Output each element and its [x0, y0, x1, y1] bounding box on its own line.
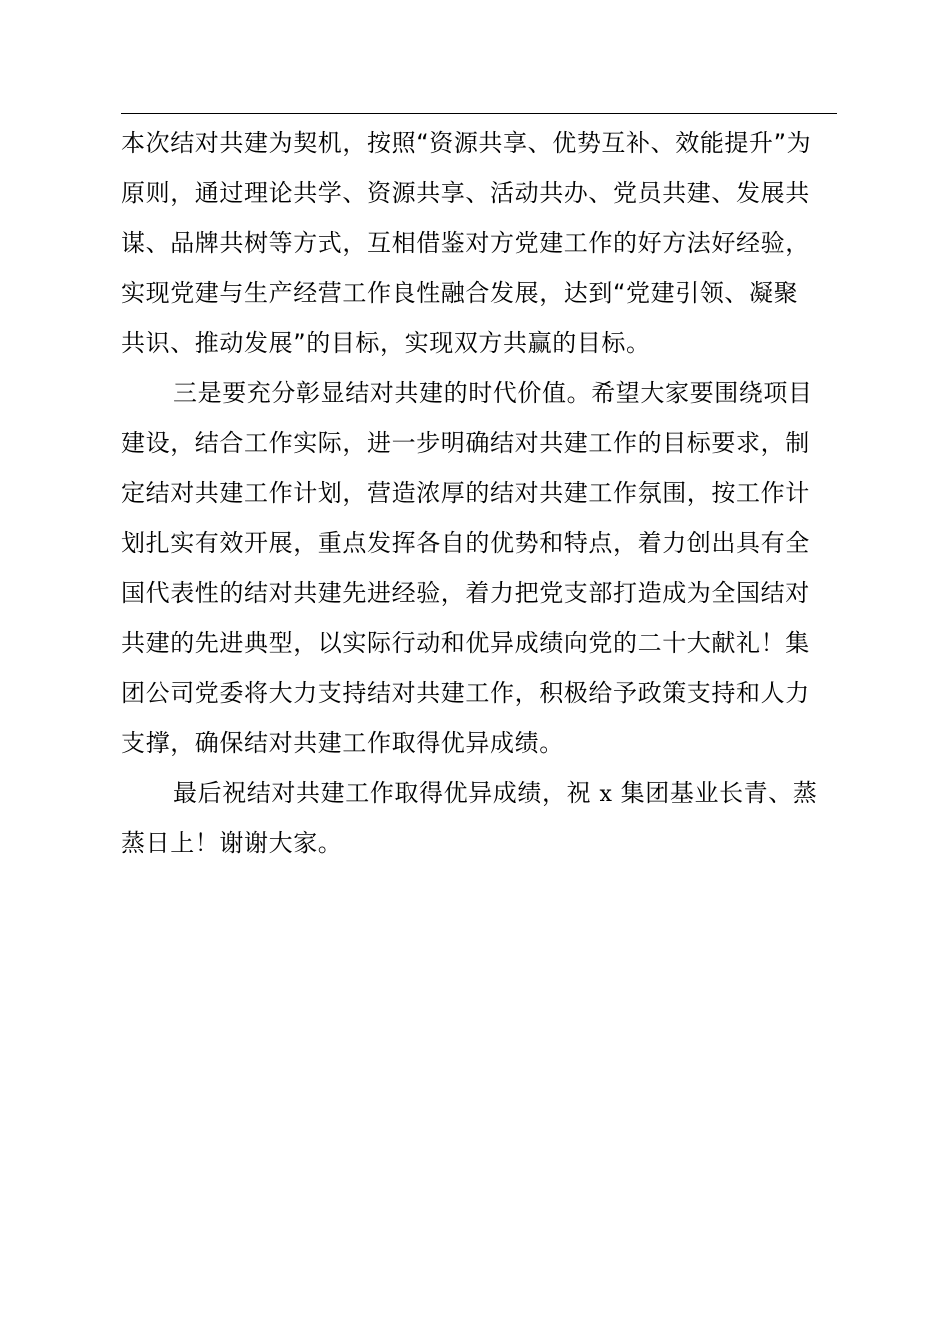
header-rule: [121, 113, 837, 114]
closing-line: [121, 768, 837, 818]
text-line: 支撑，确保结对共建工作取得优异成绩。: [121, 729, 564, 757]
text-line: 本次结对共建为契机，按照“资源共享、优势互补、效能提升”为: [121, 129, 812, 157]
text-line: 原则，通过理论共学、资源共享、活动共办、党员共建、发展共: [121, 179, 810, 207]
closing-text-after: 集团基业长青、蒸: [612, 779, 818, 807]
closing-text-latin: x: [599, 782, 613, 807]
closing-text-before: 最后祝结对共建工作取得优异成绩，祝: [173, 779, 600, 807]
text-line: 共建的先进典型，以实际行动和优异成绩向党的二十大献礼！集: [121, 629, 810, 657]
text-line: 建设，结合工作实际，进一步明确结对共建工作的目标要求，制: [121, 429, 810, 457]
paragraph-first-line: 三是要充分彰显结对共建的时代价值。希望大家要围绕项目: [173, 379, 813, 407]
text-line: 共识、推动发展”的目标，实现双方共赢的目标。: [121, 329, 651, 357]
text-line: 定结对共建工作计划，营造浓厚的结对共建工作氛围，按工作计: [121, 479, 810, 507]
text-line: 实现党建与生产经营工作良性融合发展，达到“党建引领、凝聚: [121, 279, 799, 307]
text-line: 划扎实有效开展，重点发挥各自的优势和特点，着力创出具有全: [121, 529, 810, 557]
text-line: 国代表性的结对共建先进经验，着力把党支部打造成为全国结对: [121, 579, 810, 607]
closing-line-end: 蒸日上！谢谢大家。: [121, 829, 343, 857]
text-line: 团公司党委将大力支持结对共建工作，积极给予政策支持和人力: [121, 679, 810, 707]
body-text: [121, 118, 837, 868]
text-line: 谋、品牌共树等方式，互相借鉴对方党建工作的好方法好经验，: [121, 229, 810, 257]
